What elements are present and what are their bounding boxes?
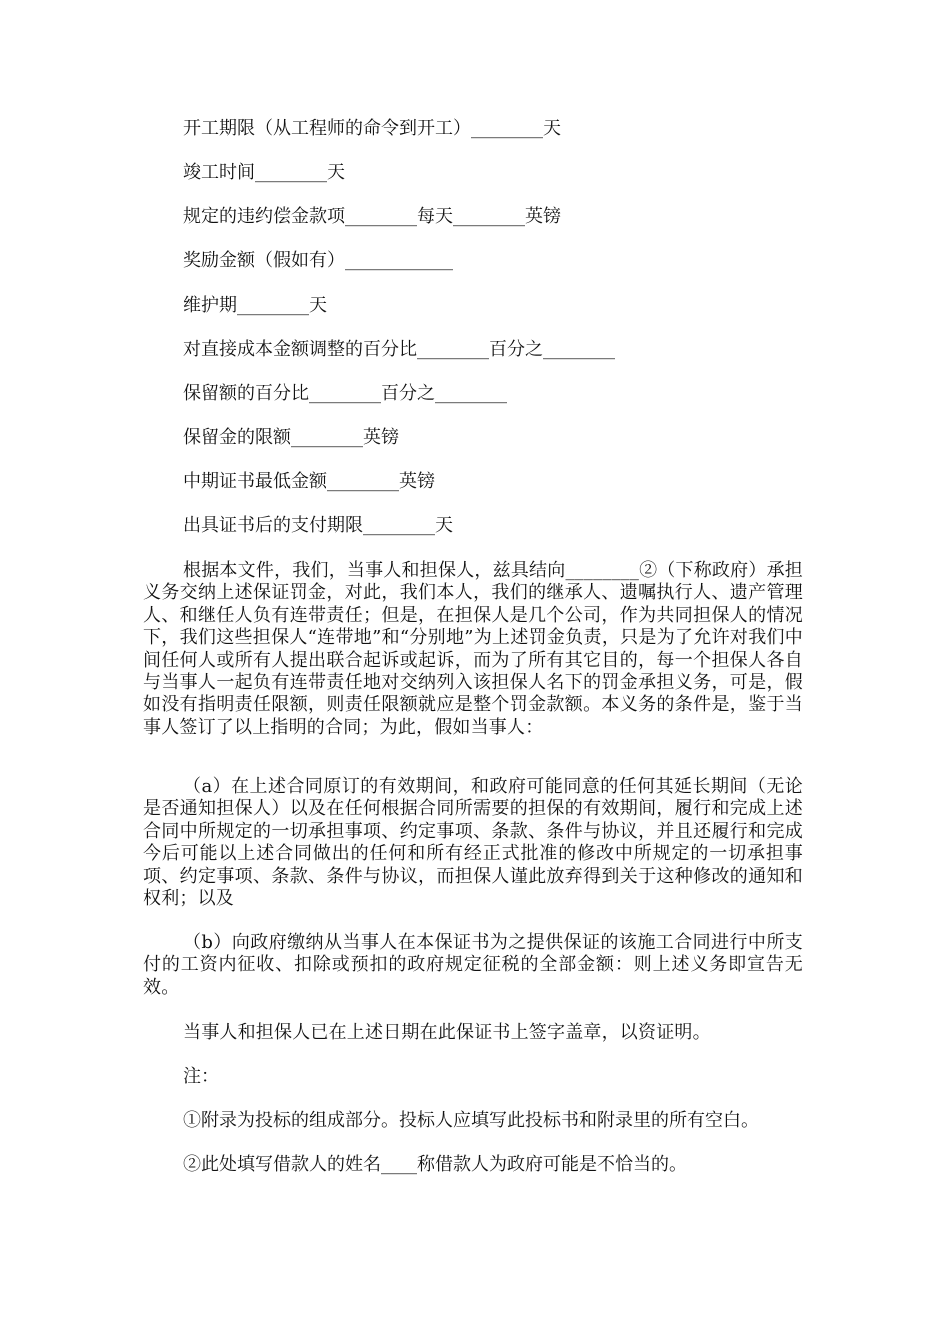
field-payment-period: 出具证书后的支付期限________天 [183,515,453,536]
note-1: ①附录为投标的组成部分。投标人应填写此投标书和附录里的所有空白。 [183,1110,759,1131]
field-maintenance-period: 维护期________天 [183,295,327,316]
paragraph-witness: 当事人和担保人已在上述日期在此保证书上签字盖章，以资证明。 [183,1022,711,1043]
paragraph-bond-obligation: 根据本文件，我们，当事人和担保人，兹具结向________②（下称政府）承担义务交纳上述保证罚金，对此，我们本人，我们的继承人、遗嘱执行人、遗产管理人、和继任人负有连带责任；但是，在担保人是几个公司，作为共同担保人的情况下，我们这些担保人“连带地”和“分别地”为上述罚金负责，只是为了允许对我们中间任何人或所有人提出联合起诉或起诉，而为了所有其它目的，每一个担保人各自与当事人一起负有连带责任地对交纳列入该担保人名下的罚金承担义务，可是，假如没有指明责任限额，则责任限额就应是整个罚金款额。本义务的条件是，鉴于当事人签订了以上指明的合同；为此，假如当事人： [143,560,803,738]
notes-label: 注： [183,1066,219,1087]
field-start-period: 开工期限（从工程师的命令到开工）________天 [183,118,561,139]
paragraph-condition-b: （b）向政府缴纳从当事人在本保证书为之提供保证的该施工合同进行中所支付的工资内征收、扣除或预扣的政府规定征税的全部金额：则上述义务即宣告无效。 [143,932,803,998]
field-completion-time: 竣工时间________天 [183,162,345,183]
field-liquidated-damages: 规定的违约偿金款项________每天________英镑 [183,206,561,227]
field-retention-percentage: 保留额的百分比________百分之________ [183,383,507,404]
field-cost-adjustment-percentage: 对直接成本金额调整的百分比________百分之________ [183,339,615,360]
field-retention-limit: 保留金的限额________英镑 [183,427,399,448]
paragraph-condition-a: （a）在上述合同原订的有效期间，和政府可能同意的任何其延长期间（无论是否通知担保人）以及在任何根据合同所需要的担保的有效期间，履行和完成上述合同中所规定的一切承担事项、约定事项、条款、条件与协议，并且还履行和完成今后可能以上述合同做出的任何和所有经正式批准的修改中所规定的一切承担事项、约定事项、条款、条件与协议，而担保人谨此放弃得到关于这种修改的通知和权利；以及 [143,776,803,910]
note-2: ②此处填写借款人的姓名____称借款人为政府可能是不恰当的。 [183,1154,687,1175]
field-interim-certificate-minimum: 中期证书最低金额________英镑 [183,471,435,492]
field-bonus-amount: 奖励金额（假如有）____________ [183,250,453,271]
